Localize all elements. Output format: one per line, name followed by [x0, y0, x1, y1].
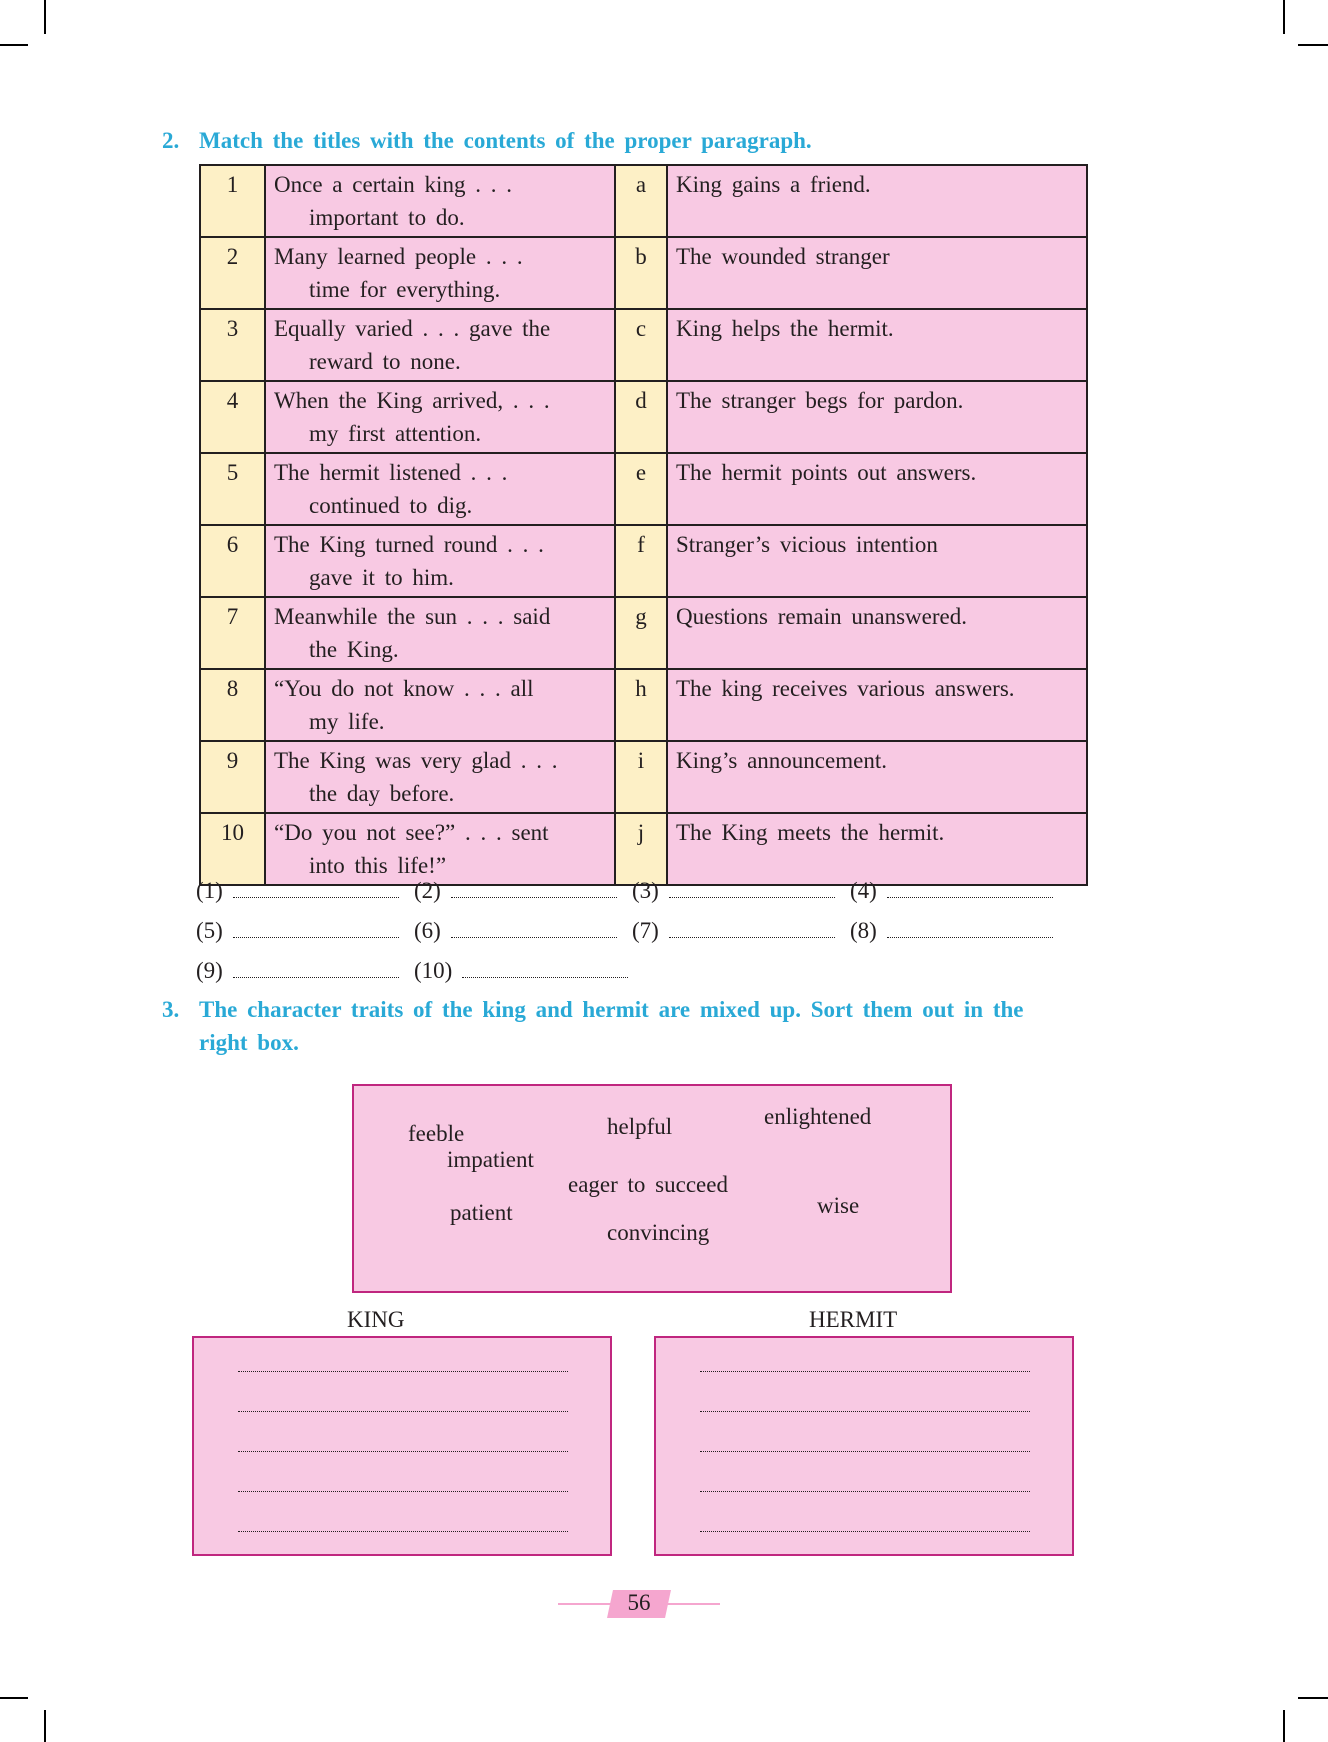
match-row — [200, 453, 1087, 525]
answer-blank[interactable] — [850, 916, 1053, 946]
paragraph-excerpt — [265, 381, 615, 453]
answer-blank[interactable] — [632, 876, 835, 906]
question-instruction: The character traits of the king and hermit are mixed up. Sort them out in the — [199, 997, 1024, 1022]
hermit-label: HERMIT — [809, 1307, 898, 1332]
answer-blank[interactable] — [196, 916, 399, 946]
king-traits-box[interactable] — [192, 1336, 612, 1556]
paragraph-title: The stranger begs for pardon. — [667, 381, 1087, 453]
answer-blank[interactable] — [414, 916, 617, 946]
answer-label: (7) — [632, 918, 659, 943]
question-instruction: Match the titles with the contents of the proper paragraph. — [199, 128, 812, 153]
king-label: KING — [347, 1307, 405, 1332]
answer-blank[interactable] — [414, 956, 628, 986]
paragraph-excerpt — [265, 813, 615, 885]
answer-dotted-line[interactable] — [451, 934, 617, 938]
paragraph-excerpt — [265, 165, 615, 237]
match-row — [200, 741, 1087, 813]
answer-blank[interactable] — [196, 956, 399, 986]
title-letter: d — [615, 381, 667, 453]
writing-line[interactable] — [238, 1410, 568, 1412]
match-row — [200, 597, 1087, 669]
row-number: 10 — [200, 813, 265, 885]
title-letter: b — [615, 237, 667, 309]
title-letter: i — [615, 741, 667, 813]
answer-dotted-line[interactable] — [233, 974, 399, 978]
question-instruction-continued: right box. — [199, 1030, 299, 1055]
question-number: 3. — [162, 997, 180, 1022]
writing-line[interactable] — [700, 1410, 1030, 1412]
excerpt-end: important to do. — [309, 205, 465, 230]
answer-dotted-line[interactable] — [233, 894, 399, 898]
row-number: 1 — [200, 165, 265, 237]
match-row — [200, 669, 1087, 741]
writing-line[interactable] — [700, 1450, 1030, 1452]
excerpt-start: Meanwhile the sun . . . said — [274, 604, 551, 629]
row-number: 7 — [200, 597, 265, 669]
excerpt-end: reward to none. — [309, 349, 461, 374]
paragraph-title: King gains a friend. — [667, 165, 1087, 237]
trait-word[interactable]: impatient — [447, 1147, 534, 1172]
title-letter: a — [615, 165, 667, 237]
question-3-heading — [162, 993, 1112, 1059]
paragraph-title: The king receives various answers. — [667, 669, 1087, 741]
excerpt-end: time for everything. — [309, 277, 501, 302]
paragraph-title: King helps the hermit. — [667, 309, 1087, 381]
writing-line[interactable] — [700, 1490, 1030, 1492]
row-number: 4 — [200, 381, 265, 453]
mixed-traits-box — [352, 1084, 952, 1293]
writing-line[interactable] — [700, 1370, 1030, 1372]
excerpt-start: The King turned round . . . — [274, 532, 544, 557]
answer-label: (4) — [850, 878, 877, 903]
paragraph-title: King’s announcement. — [667, 741, 1087, 813]
excerpt-start: Equally varied . . . gave the — [274, 316, 551, 341]
excerpt-end: my first attention. — [309, 421, 482, 446]
paragraph-excerpt — [265, 597, 615, 669]
answer-label: (10) — [414, 958, 453, 983]
paragraph-title: Stranger’s vicious intention — [667, 525, 1087, 597]
title-letter: e — [615, 453, 667, 525]
excerpt-end: continued to dig. — [309, 493, 473, 518]
answer-label: (3) — [632, 878, 659, 903]
answer-label: (2) — [414, 878, 441, 903]
answer-blank[interactable] — [196, 876, 399, 906]
row-number: 2 — [200, 237, 265, 309]
answer-blank[interactable] — [850, 876, 1053, 906]
excerpt-end: into this life!” — [309, 853, 447, 878]
answer-dotted-line[interactable] — [669, 934, 835, 938]
crop-mark — [1283, 0, 1285, 34]
answer-label: (1) — [196, 878, 223, 903]
crop-mark — [44, 0, 46, 34]
question-2-heading — [162, 124, 1112, 157]
paragraph-excerpt — [265, 453, 615, 525]
row-number: 8 — [200, 669, 265, 741]
title-letter: c — [615, 309, 667, 381]
trait-word[interactable]: patient — [450, 1200, 513, 1225]
row-number: 3 — [200, 309, 265, 381]
match-row — [200, 237, 1087, 309]
trait-word[interactable]: eager to succeed — [568, 1172, 728, 1197]
answer-dotted-line[interactable] — [233, 934, 399, 938]
matching-table — [199, 164, 1088, 886]
trait-word[interactable]: convincing — [607, 1220, 710, 1245]
match-row — [200, 525, 1087, 597]
writing-line[interactable] — [238, 1490, 568, 1492]
answer-label: (6) — [414, 918, 441, 943]
trait-word[interactable]: enlightened — [764, 1104, 872, 1129]
excerpt-start: When the King arrived, . . . — [274, 388, 550, 413]
excerpt-start: “Do you not see?” . . . sent — [274, 820, 549, 845]
paragraph-excerpt — [265, 309, 615, 381]
title-letter: j — [615, 813, 667, 885]
excerpt-end: my life. — [309, 709, 385, 734]
excerpt-start: Once a certain king . . . — [274, 172, 512, 197]
row-number: 9 — [200, 741, 265, 813]
excerpt-start: Many learned people . . . — [274, 244, 523, 269]
paragraph-excerpt — [265, 525, 615, 597]
excerpt-end: the King. — [309, 637, 399, 662]
writing-line[interactable] — [238, 1370, 568, 1372]
excerpt-end: the day before. — [309, 781, 455, 806]
excerpt-start: The King was very glad . . . — [274, 748, 558, 773]
page-number: 56 — [627, 1590, 651, 1615]
crop-mark — [1283, 1710, 1285, 1742]
trait-word[interactable]: wise — [817, 1193, 860, 1218]
answer-dotted-line[interactable] — [887, 894, 1053, 898]
excerpt-start: “You do not know . . . all — [274, 676, 534, 701]
title-letter: g — [615, 597, 667, 669]
paragraph-title: The hermit points out answers. — [667, 453, 1087, 525]
crop-mark — [44, 1710, 46, 1742]
answer-label: (8) — [850, 918, 877, 943]
answer-dotted-line[interactable] — [887, 934, 1053, 938]
paragraph-title: The wounded stranger — [667, 237, 1087, 309]
row-number: 6 — [200, 525, 265, 597]
paragraph-excerpt — [265, 669, 615, 741]
paragraph-title: Questions remain unanswered. — [667, 597, 1087, 669]
match-row — [200, 381, 1087, 453]
answer-blank[interactable] — [414, 876, 617, 906]
paragraph-excerpt — [265, 741, 615, 813]
trait-word[interactable]: feeble — [408, 1121, 465, 1146]
answer-dotted-line[interactable] — [451, 894, 617, 898]
title-letter: f — [615, 525, 667, 597]
writing-line[interactable] — [238, 1530, 568, 1532]
match-row — [200, 309, 1087, 381]
answer-blank[interactable] — [632, 916, 835, 946]
paragraph-title: The King meets the hermit. — [667, 813, 1087, 885]
writing-line[interactable] — [238, 1450, 568, 1452]
writing-line[interactable] — [700, 1530, 1030, 1532]
crop-mark — [1298, 1697, 1328, 1699]
answer-dotted-line[interactable] — [669, 894, 835, 898]
excerpt-end: gave it to him. — [309, 565, 454, 590]
crop-mark — [0, 44, 28, 46]
trait-word[interactable]: helpful — [607, 1114, 673, 1139]
answer-label: (9) — [196, 958, 223, 983]
crop-mark — [0, 1697, 28, 1699]
match-row — [200, 165, 1087, 237]
crop-mark — [1298, 44, 1328, 46]
title-letter: h — [615, 669, 667, 741]
match-row — [200, 813, 1087, 885]
answer-label: (5) — [196, 918, 223, 943]
hermit-traits-box[interactable] — [654, 1336, 1074, 1556]
question-number: 2. — [162, 128, 180, 153]
excerpt-start: The hermit listened . . . — [274, 460, 508, 485]
paragraph-excerpt — [265, 237, 615, 309]
row-number: 5 — [200, 453, 265, 525]
answer-dotted-line[interactable] — [462, 974, 628, 978]
